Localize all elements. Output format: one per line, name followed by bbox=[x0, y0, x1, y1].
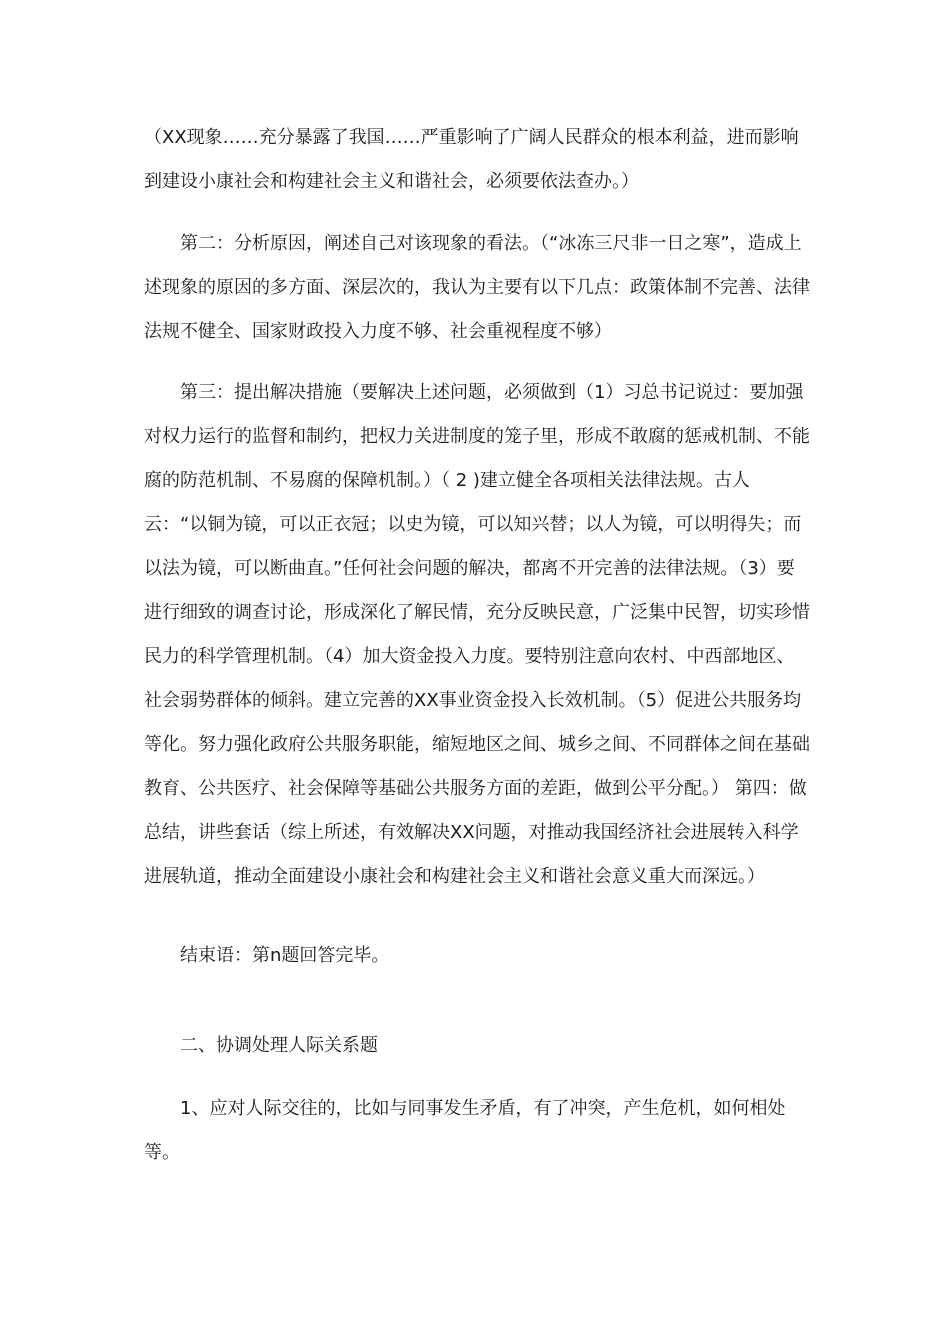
paragraph-phenomenon-impact: （XX现象……充分暴露了我国……严重影响了广阔人民群众的根本利益，进而影响到建设小康社会和构建社会主义和谐社会，必须要依法查办。） bbox=[144, 127, 799, 192]
paragraph-analyze-causes: 第二：分析原因，阐述自己对该现象的看法。（“冰冻三尺非一日之寒”，造成上述现象的原因的多方面、深层次的，我认为主要有以下几点：政策体制不完善、法律法规不健全、国家财政投入力度不够、社会重视程度不够） bbox=[144, 233, 810, 342]
paragraph-solutions: 第三：提出解决措施（要解决上述问题，必须做到（1）习总书记说过：要加强对权力运行的监督和制约，把权力关进制度的笼子里，形成不敢腐的惩戒机制、不能腐的防范机制、不易腐的保障机制。）（ 2 )建立健全各项相关法律法规。古人云：“以铜为镜，可以正衣冠；以史为镜，可以知兴替；以人为镜，可以明得失；而以法为镜，可以断曲直。”任何社会问题的解决，都离不开完善的法律法规。（3）要进行细致的调查讨论，形成深化了解民情，充分反映民意，广泛集中民智，切实珍惜民力的科学管理机制。（4）加大资金投入力度。要特别注意向农村、中西部地区、社会弱势群体的倾斜。建立完善的XX事业资金投入长效机制。（5）促进公共服务均等化。努力强化政府公共服务职能，缩短地区之间、城乡之间、不同群体之间在基础教育、公共医疗、社会保障等基础公共服务方面的差距，做到公平分配。） 第四：做总结，讲些套话（综上所述，有效解决XX问题，对推动我国经济社会进展转入科学进展轨道，推动全面建设小康社会和构建社会主义和谐社会意义重大而深远。） bbox=[144, 382, 810, 887]
section-heading-interpersonal: 二、协调处理人际关系题 bbox=[180, 1035, 378, 1056]
paragraph-interpersonal-item-1: 1、应对人际交往的，比如与同事发生矛盾，有了冲突，产生危机，如何相处等。 bbox=[144, 1098, 786, 1163]
paragraph-closing-remark: 结束语：第n题回答完毕。 bbox=[180, 945, 390, 966]
